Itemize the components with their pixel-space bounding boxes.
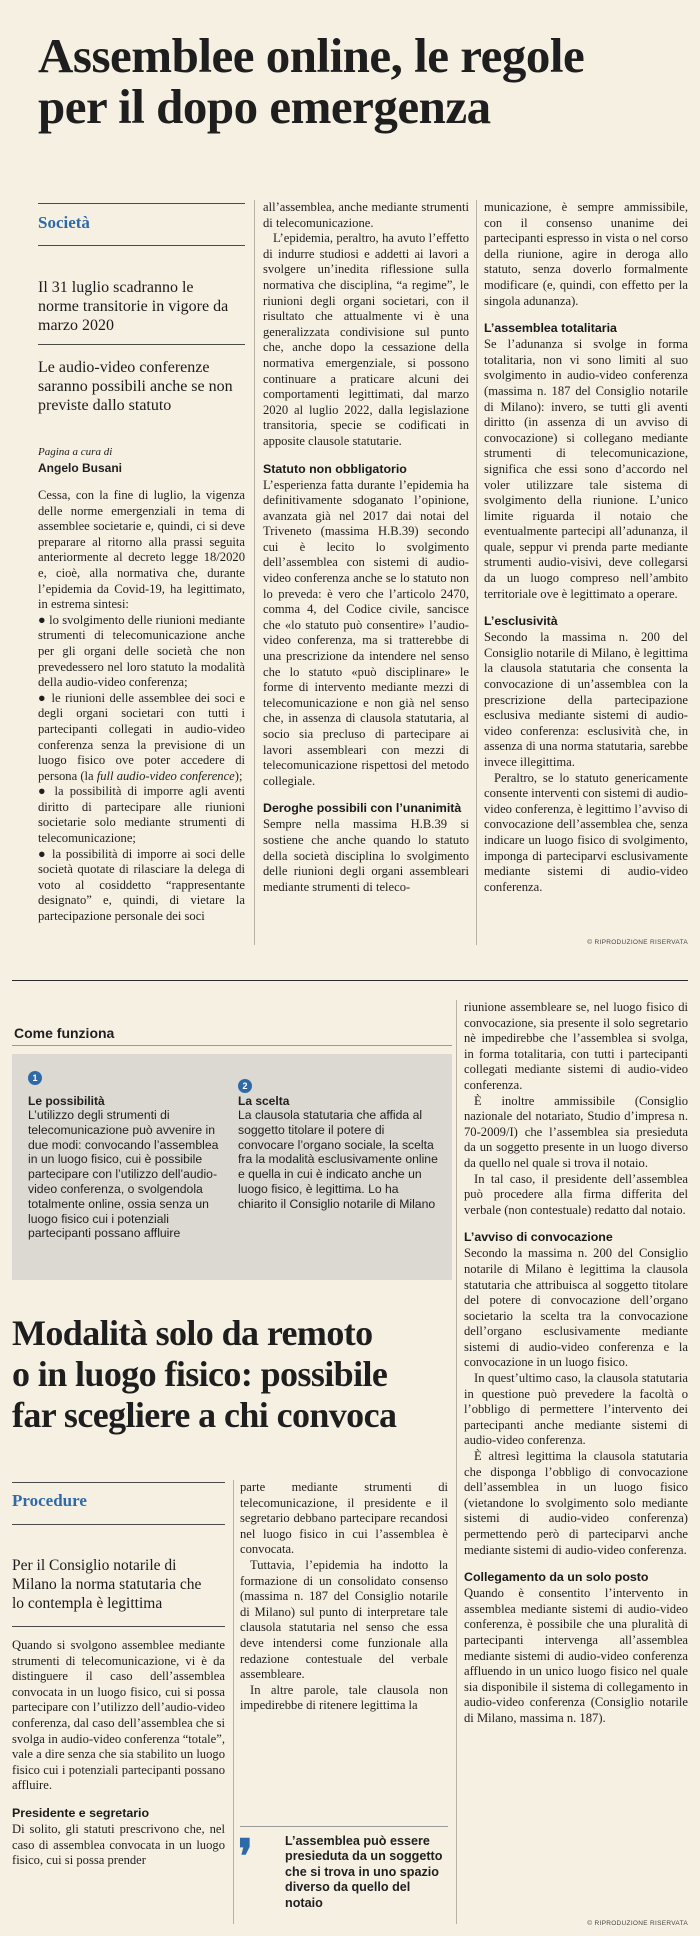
pull-quote: L’assemblea può essere presieduta da un soggetto che si trova in uno spazio diverso da quello del notaio — [285, 1834, 443, 1910]
article2-headline-line1: Modalità solo da remoto — [12, 1313, 373, 1353]
article2-headline-line2: o in luogo fisico: possibile — [12, 1354, 388, 1395]
paragraph: È altresì legittima la clausola statutaria che disponga l’obbligo di convocazione dell’assemblea in un luogo fisico (vietandone lo svolgimento solo mediante sistemi di audio-video conferenza) permettendo però di parteciparvi anche mediante sistemi di audio-video conferenza. — [464, 1449, 688, 1557]
paragraph: Se l’adunanza si svolge in forma totalitaria, non vi sono limiti al suo svolgimento in audio-video conferenza (massima n. 187 del Consiglio notarile di Milano): invero, se tutti gli aventi diritto (in assenza di un avviso di convocazione) si collegano mediante strumenti di telecomunicazione, significa che essi sono d’accordo nel voler utilizzare tale sistema di svolgimento della riunione. L’unico limite riguarda il notaio che eventualmente partecipi all’adunanza, il quale, seppur vi prenda parte mediante strumenti audio-visivi, deve collegarsi da un luogo compreso nell’ambito territoriale ove è legittimato a operare. — [484, 337, 688, 601]
box-item-2 — [238, 1076, 438, 1212]
box-item-title: Le possibilità — [28, 1094, 105, 1108]
paragraph: Cessa, con la fine di luglio, la vigenza delle norme emergenziali in tema di assemblee societarie e, quindi, ci si deve preparare al ritorno alla prassi seguita anteriormente al decreto legge 18/2020 e, cioè, alla normativa che, durante l’epidemia da Covid-19, ha legittimato, in estrema sintesi: — [38, 488, 245, 612]
article2-column-2 — [240, 1480, 448, 1714]
section-rule — [38, 245, 245, 246]
bullet-item: ● le riunioni delle assemblee dei soci e degli organi societari con tutti i partecipanti collegati in audio-video conferenza senza la previsione di un luogo fisico ove poter accedere di persona (la full audio-video conference); — [38, 690, 245, 783]
subheading: Deroghe possibili con l’unanimità — [263, 801, 462, 816]
quote-rule — [240, 1826, 448, 1827]
column-divider — [233, 1480, 234, 1924]
box-item-1 — [28, 1068, 228, 1241]
paragraph: Sempre nella massima H.B.39 si sostiene che anche quando lo statuto della società disciplina lo svolgimento delle riunioni degli organi assembleari mediante strumenti di teleco- — [263, 817, 469, 894]
article2-column-1 — [12, 1638, 225, 1869]
paragraph: Di solito, gli statuti prescrivono che, nel caso di assemblea convocata in un luogo fisico, cui si possa prender — [12, 1821, 225, 1868]
article2-column-3 — [464, 1000, 688, 1727]
subheading: Collegamento da un solo posto — [464, 1570, 649, 1585]
paragraph: L’esperienza fatta durante l’epidemia ha definitivamente sdoganato l’opinione, avanzata già nel 2017 dai notai del Triveneto (massima H.B.39) secondo cui è lecito lo svolgimento dell’assemblea con sistemi di audio-video conferenza anche se lo statuto non lo preveda: è vero che l’articolo 2470, comma 4, del Codice civile, sancisce che «lo statuto può consentire» l’audio-video conferenza, ma si tratterebbe di una prescrizione da intendere nel senso che lo statuto «può disciplinare» le forme di intervento mediante mezzi di telecomunicazione e non già nel senso che, in assenza di clausola statutaria, al socio sia precluso di partecipare ai lavori assembleari con mezzi di telecomunicazione rispettosi del metodo collegiale. — [263, 477, 469, 788]
article1-headline-line1: Assemblee online, le regole — [38, 28, 585, 83]
subheading: Presidente e segretario — [12, 1805, 150, 1820]
box-item-text: L’utilizzo degli strumenti di telecomunicazione può avvenire in due modi: convocando l’assemblea in un luogo fisico, cui è possibile partecipare con l’utilizzo dell’audio-video conferenza, o svolgendola totalmente online, ossia senza un luogo fisico cui i potenziali partecipanti possano affluire — [28, 1108, 219, 1241]
article-separator — [12, 980, 688, 981]
paragraph: Secondo la massima n. 200 del Consiglio notarile di Milano è legittima la clausola statutaria che attribuisca al soggetto titolare del potere di convocazione dell’organo societario la scelta tra la convocazione dell’organo esclusivamente mediante sistemi di audio-video conferenza e la convocazione in un luogo fisico. — [464, 1246, 688, 1370]
bullet-item: ● la possibilità di imporre ai soci delle società quotate di rilasciare la delega di voto al cosiddetto “rappresentante designato” e, quindi, di vietare la partecipazione personale dei soci — [38, 846, 245, 924]
paragraph: Quando è consentito l’intervento in assemblea mediante sistemi di audio-video conferenza, è possibile che una pluralità di partecipanti intervenga all’assemblea mediante sistemi di audio-video conferenza affluendo in un unico luogo fisico nel quale sia disponibile il sistema di collegamento in audio-video conferenza (Consiglio notarile di Milano, massima n. 187). — [464, 1586, 688, 1725]
column-divider — [254, 200, 255, 945]
article1-summary-2: Le audio-video conferenze saranno possibili anche se non previste dallo statuto — [38, 359, 233, 414]
paragraph: riunione assembleare se, nel luogo fisico di convocazione, sia presente il solo segretario nè impedirebbe che l’assemblea si svolga, in forma totalitaria, con tutti i partecipanti collegati mediante sistemi di audio-video conferenza. — [464, 1000, 688, 1092]
article1-section-label: Società — [38, 213, 90, 232]
section-rule — [12, 1482, 225, 1483]
paragraph: L’epidemia, peraltro, ha avuto l’effetto di indurre studiosi e addetti ai lavori a svolgere un’inedita riflessione sulla normativa che disciplina, “a regime”, le riunioni degli organi societari, con il risultato che attualmente vi è una generalizzata condivisione sul punto che, anche dopo la cessazione della normativa emergenziale, si possono continuare a praticare alcuni dei comportamenti legittimati, dal marzo 2020 al luglio 2022, dalla legislazione transitoria, specie se codificati in apposite clausole statutarie. — [263, 231, 469, 448]
summary-divider — [12, 1626, 225, 1627]
paragraph: In quest’ultimo caso, la clausola statutaria in questione può prevedere la facoltà o l’obbligo di permettere l’intervento dei partecipanti anche mediante sistemi di audio-video conferenza. — [464, 1371, 688, 1448]
number-badge-icon: 2 — [238, 1079, 252, 1093]
paragraph: parte mediante strumenti di telecomunicazione, il presidente e il segretario debbano partecipare recandosi nel luogo fisico in cui l’assemblea è convocata. — [240, 1480, 448, 1557]
subheading: L’avviso di convocazione — [464, 1230, 613, 1245]
bullet-item: ● la possibilità di imporre agli aventi diritto di partecipare alle riunioni societarie solo mediante strumenti di telecomunicazione; — [38, 784, 245, 846]
paragraph: È inoltre ammissibile (Consiglio nazionale del notariato, Studio d’impresa n. 70-2009/I) che l’assemblea sia presieduta da un soggetto presente in un luogo diverso da quello nel quale si trova il notaio. — [464, 1093, 688, 1170]
summary-divider — [38, 344, 245, 345]
paragraph: Secondo la massima n. 200 del Consiglio notarile di Milano, è legittima la clausola statutaria che consenta la convocazione di un’assemblea con la prescrizione della partecipazione esclusiva mediante sistemi di audio-video conferenza: esclusività che, in assenza di una norma statutaria, sarebbe invece illegittima. — [484, 630, 688, 769]
column-divider — [456, 1000, 457, 1924]
byline-kicker: Pagina a cura di — [38, 446, 113, 458]
article1-column-3 — [484, 200, 688, 895]
box-item-text: La clausola statutaria che affida al soggetto titolare il potere di convocare l’organo sociale, la scelta fra la modalità esclusivamente online e quella in cui è indicato anche un luogo fisico, è legittima. Lo ha chiarito il Consiglio notarile di Milano — [238, 1108, 438, 1211]
quote-mark-icon: ❜ — [238, 1831, 253, 1882]
paragraph: all’assemblea, anche mediante strumenti di telecomunicazione. — [263, 200, 469, 230]
how-it-works-box — [12, 1054, 452, 1280]
subheading: Statuto non obbligatorio — [263, 461, 407, 476]
paragraph: Peraltro, se lo statuto genericamente consente interventi con sistemi di audio-video conferenza, è legittimo l’avviso di convocazione dell’assemblea che, senza indicare un luogo fisico di svolgimento, imponga di parteciparvi esclusivamente mediante sistemi di audio-video conferenza. — [484, 770, 688, 894]
bullet-item: ● lo svolgimento delle riunioni mediante strumenti di telecomunicazione anche per gli organi delle società che non prevedessero nel loro statuto la modalità della audio-video conferenza; — [38, 612, 245, 690]
column-divider — [476, 200, 477, 945]
paragraph: In altre parole, tale clausola non impedirebbe di ritenere legittima la — [240, 1682, 448, 1713]
article2-section-label: Procedure — [12, 1491, 87, 1510]
article2-headline-line3: far scegliere a chi convoca — [12, 1395, 397, 1436]
box-title: Come funziona — [14, 1025, 115, 1041]
article1-headline-line2: per il dopo emergenza — [38, 79, 491, 135]
article1-headline — [38, 30, 678, 133]
box-item-title: La scelta — [238, 1094, 290, 1108]
paragraph: In tal caso, il presidente dell’assemblea può procedere alla firma differita del verbale (non contestuale) redatto dal notaio. — [464, 1171, 688, 1217]
byline-author: Angelo Busani — [38, 461, 123, 475]
paragraph: Tuttavia, l’epidemia ha indotto la formazione di un consolidato consenso (massima n. 187 del Consiglio notarile di Milano) sul punto di interpretare tale clausola statutaria nel senso che essa deve intendersi come funzionale alla redazione contestuale del verbale assembleare. — [240, 1557, 448, 1682]
article2-headline — [12, 1313, 452, 1436]
box-title-rule — [12, 1045, 452, 1046]
subheading: L’assemblea totalitaria — [484, 321, 617, 336]
article1-summary-1: Il 31 luglio scadranno le norme transitorie in vigore da marzo 2020 — [38, 279, 229, 334]
article2-summary: Per il Consiglio notarile di Milano la norma statutaria che lo contempla è legittima — [12, 1557, 202, 1612]
article1-column-2 — [263, 200, 469, 895]
paragraph: Quando si svolgono assemblee mediante strumenti di telecomunicazione, vi è da distinguere il caso dell’assemblea convocata in un luogo fisico, cui si possa partecipare con l’utilizzo dell’audio-video conferenza, dal caso dell’assemblea che si svolga in audio-video conferenza “totale”, vale a dire senza che sia stabilito un luogo fisico cui i potenziali partecipanti possano affluire. — [12, 1638, 225, 1793]
section-rule — [38, 203, 245, 204]
number-badge-icon: 1 — [28, 1071, 42, 1085]
paragraph: municazione, è sempre ammissibile, con il consenso unanime dei partecipanti espresso in vista o nel corso della riunione, agire in deroga allo statuto, senza doverlo formalmente modificare (e, quindi, con effetto per la singola adunanza). — [484, 200, 688, 308]
subheading: L’esclusività — [484, 614, 558, 629]
article1-column-1 — [38, 488, 245, 925]
copyright-notice: © RIPRODUZIONE RISERVATA — [587, 939, 688, 946]
section-rule — [12, 1524, 225, 1525]
copyright-notice: © RIPRODUZIONE RISERVATA — [587, 1920, 688, 1927]
